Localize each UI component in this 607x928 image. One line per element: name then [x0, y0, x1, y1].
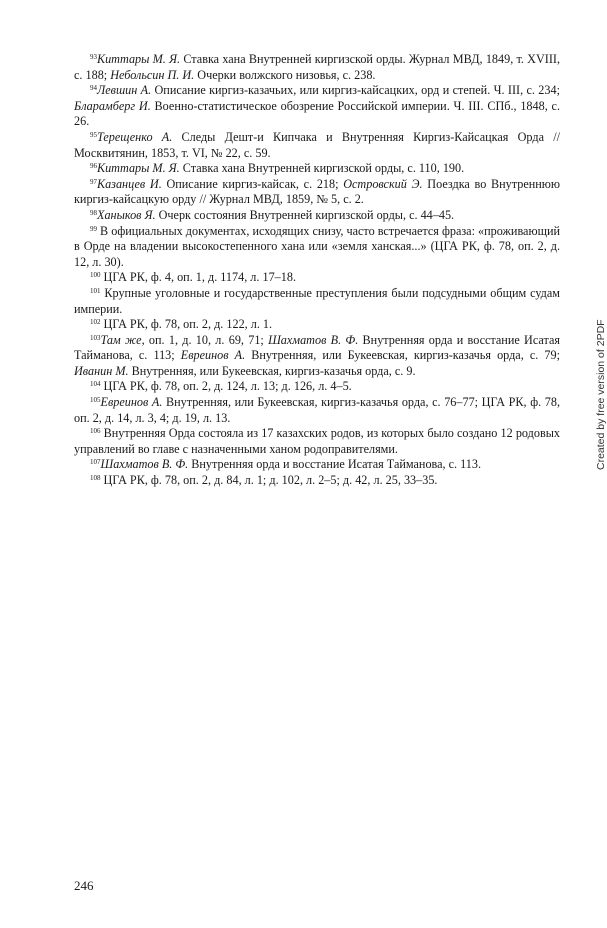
- page-number: 246: [74, 878, 94, 893]
- footnotes-list: [74, 52, 560, 489]
- author-name: Киттары М. Я.: [97, 161, 180, 176]
- footnote-100: [74, 270, 560, 286]
- footnote-text: ЦГА РК, ф. 4, оп. 1, д. 1174, л. 17–18.: [100, 270, 296, 285]
- footnote-number: 98: [90, 208, 97, 217]
- author-name: Шахматов В. Ф.: [100, 457, 189, 472]
- author-name: Казанцев И.: [97, 176, 162, 191]
- footnote-96: [74, 161, 560, 177]
- footnote-text: Описание киргиз-казачьих, или киргиз-кайсацких, орд и степей. Ч. III, с. 234;: [151, 83, 560, 98]
- footnote-text: Очерки волжского низовья, с. 238.: [194, 67, 376, 82]
- footnote-94: [74, 83, 560, 130]
- footnote-number: 107: [90, 458, 101, 467]
- footnote-text: ЦГА РК, ф. 78, оп. 2, д. 122, л. 1.: [100, 317, 273, 332]
- footnote-text: Крупные уголовные и государственные преступления были подсудными общим судам империи.: [74, 285, 560, 316]
- footnote-102: [74, 317, 560, 333]
- footnote-text: В официальных документах, исходящих снизу, часто встречается фраза: «проживающий в Орде на владении высокостепенного хана или «земля ханская...» (ЦГА РК, ф. 78, оп. 2, д. 12, л. 30).: [74, 223, 560, 269]
- footnote-98: [74, 208, 560, 224]
- footnote-text: Ставка хана Внутренней киргизской орды. Журнал МВД, 1849, т. XVIII, с. 188;: [74, 52, 560, 82]
- footnote-106: [74, 426, 560, 457]
- footnote-number: 100: [90, 271, 101, 280]
- footnote-number: 102: [90, 318, 101, 327]
- footnote-number: 94: [90, 84, 97, 93]
- footnote-text: Внутренняя Орда состояла из 17 казахских родов, из которых было создано 12 родовых управлений во главе с назначенными ханом родоправителями.: [74, 426, 560, 456]
- author-name: Киттары М. Я.: [97, 52, 181, 66]
- footnote-text: Внутренняя, или Букеевская, киргиз-казачья орда, с. 76–77; ЦГА РК, ф. 78, оп. 2, д. 14, л. 3, 4; д. 19, л. 13.: [74, 395, 560, 425]
- footnote-number: 104: [90, 380, 101, 389]
- author-name: Евреинов А.: [100, 395, 163, 410]
- footnote-text: ЦГА РК, ф. 78, оп. 2, д. 124, л. 13; д. 126, л. 4–5.: [100, 379, 352, 394]
- footnote-number: 106: [90, 427, 101, 436]
- author-name: Левшин А.: [97, 83, 152, 98]
- footnote-number: 96: [90, 162, 97, 171]
- footnote-text: Описание киргиз-кайсак, с. 218;: [161, 176, 344, 191]
- author-name: Островский Э.: [343, 176, 423, 191]
- footnote-number: 108: [90, 474, 101, 483]
- footnote-number: 101: [90, 286, 101, 295]
- footnote-93: [74, 52, 560, 83]
- footnote-text: Поездка во Внутреннюю киргиз-кайсацкую орду // Журнал МВД, 1859, № 5, с. 2.: [74, 176, 561, 207]
- footnote-number: 103: [90, 333, 101, 342]
- footnote-108: [74, 473, 560, 489]
- footnote-104: [74, 379, 560, 395]
- footnote-text: Следы Дешт-и Кипчака и Внутренняя Киргиз-Кайсацкая Орда //Москвитянин, 1853, т. VI, № 22, с. 59.: [74, 129, 560, 160]
- footnote-text: Ставка хана Внутренней киргизской орды, с. 110, 190.: [179, 161, 465, 176]
- author-name: Терещенко А.: [97, 129, 173, 144]
- watermark-text: Created by free version of 2PDF: [595, 319, 607, 470]
- footnote-103: [74, 333, 560, 380]
- footnote-95: [74, 130, 560, 161]
- author-name: Там же,: [100, 332, 145, 347]
- footnote-number: 99: [90, 224, 97, 233]
- footnote-text: Внутренняя, или Букеевская, киргиз-казачья орда, с. 9.: [128, 363, 416, 378]
- footnote-text: оп. 1, д. 10, л. 69, 71;: [144, 332, 269, 347]
- author-name: Ханыков Я.: [97, 207, 156, 222]
- footnote-number: 97: [90, 177, 97, 186]
- footnote-text: Внутренняя, или Букеевская, киргиз-казачья орда, с. 79;: [245, 348, 560, 363]
- footnote-number: 93: [90, 53, 97, 61]
- author-name: Небольсин П. И.: [110, 67, 195, 82]
- footnote-text: Внутренняя орда и восстание Исатая Тайманова, с. 113;: [74, 332, 560, 363]
- footnote-text: Внутренняя орда и восстание Исатая Тайманова, с. 113.: [188, 457, 482, 472]
- footnote-107: [74, 457, 560, 473]
- footnote-99: [74, 224, 560, 271]
- footnote-97: [74, 177, 560, 208]
- author-name: Бларамберг И.: [74, 98, 151, 113]
- footnote-number: 105: [90, 396, 101, 405]
- footnote-101: [74, 286, 560, 317]
- footnote-text: ЦГА РК, ф. 78, оп. 2, д. 84, л. 1; д. 102, л. 2–5; д. 42, л. 25, 33–35.: [100, 473, 438, 488]
- footnote-text: Очерк состояния Внутренней киргизской орды, с. 44–45.: [155, 207, 455, 222]
- author-name: Евреинов А.: [180, 348, 246, 363]
- author-name: Шахматов В. Ф.: [268, 332, 359, 347]
- footnote-105: [74, 395, 560, 426]
- watermark: [583, 210, 607, 470]
- footnote-number: 95: [90, 130, 97, 139]
- author-name: Иванин М.: [74, 363, 129, 378]
- footnote-text: Военно-статистическое обозрение Российской империи. Ч. III. СПб., 1848, с. 26.: [74, 98, 560, 129]
